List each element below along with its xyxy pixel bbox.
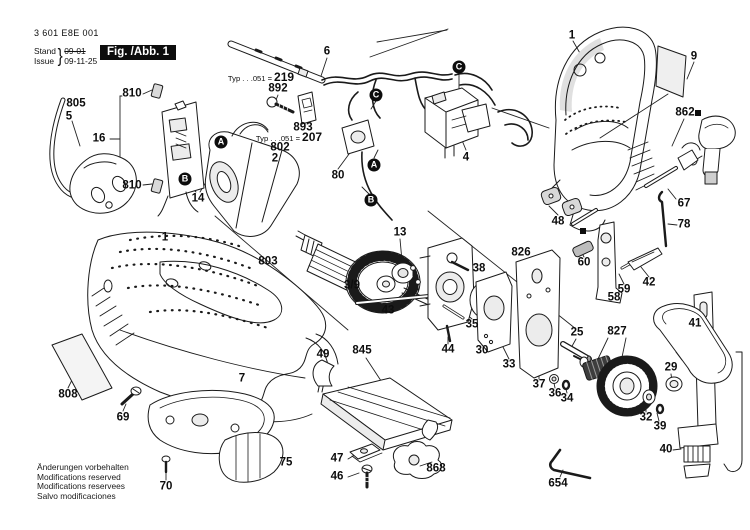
part-label-48: 48 [551,215,565,228]
assembly-marker-A: A [215,136,228,149]
part-label-4: 4 [462,151,470,164]
brace-glyph: } [57,45,63,67]
base-plate-845 [321,378,452,450]
rod-78 [659,192,666,246]
part-label-892: 892 [268,82,288,95]
part-label-32: 32 [639,411,653,424]
assembly-marker-A: A [368,159,381,172]
part-label-6: 6 [323,45,331,58]
part-label-37: 37 [532,378,546,391]
part-label-59: 59 [617,283,631,296]
part-label-654: 654 [548,477,568,490]
part-label-29: 29 [664,361,678,374]
part-label-868: 868 [426,462,446,475]
type-note: Typ . . .051 = 219 [227,70,295,84]
part-label-80: 80 [331,169,345,182]
marker-square [695,110,701,116]
part-label-14: 14 [191,192,205,205]
washer-plate-47 [350,444,382,462]
disclaimer-line: Änderungen vorbehalten [37,462,129,472]
issue-block [34,47,97,66]
issue-label: Issue [34,55,55,66]
part-number: 3 601 E8E 001 [34,28,99,38]
gear-set-827 [574,355,663,416]
clamp-49 [313,360,334,386]
figure-caption: Fig. /Abb. 1 [100,45,176,60]
bolt-67 [646,143,700,186]
screw-69 [122,387,141,404]
part-label-1: 1 [568,29,576,42]
part-label-41: 41 [688,317,702,330]
assembly-marker-B: B [179,173,192,186]
part-label-805: 805 [66,97,86,110]
assembly-marker-B: B [365,194,378,207]
part-label-60: 60 [577,256,591,269]
disclaimer-block [37,463,129,501]
part-label-826: 826 [511,246,531,259]
part-label-5: 5 [65,110,73,123]
disclaimer-line: Salvo modificaciones [37,490,116,501]
part-label-58: 58 [607,291,621,304]
old-issue-date: 09-01 [64,46,86,56]
screw-46 [362,465,372,487]
part-label-1: 1 [161,231,169,244]
part-label-827: 827 [607,325,627,338]
lever-42 [628,248,662,270]
type-note: Typ . . .051 = 207 [255,130,323,144]
housing-right-half [545,27,656,231]
disclaimer-line: Modifications reserved [37,471,121,482]
cover-75 [219,433,283,483]
part-label-810: 810 [122,179,142,192]
part-label-25: 25 [570,326,584,339]
assembly-marker-C: C [370,89,383,102]
part-label-34: 34 [560,392,574,405]
part-label-49: 49 [316,348,330,361]
part-label-70: 70 [159,480,173,493]
clip-893 [298,92,316,124]
part-label-16: 16 [92,132,106,145]
part-label-13: 13 [393,226,407,239]
part-label-810: 810 [122,87,142,100]
part-label-30: 30 [475,344,489,357]
part-label-36: 36 [548,387,562,400]
switch-assembly [425,88,490,158]
part-label-803: 803 [258,255,278,268]
part-label-46: 46 [330,470,344,483]
part-label-38: 38 [472,262,486,275]
part-label-47: 47 [330,452,344,465]
disclaimer-line: Modifications reservees [37,481,125,492]
adjust-knob-862 [689,116,735,184]
part-label-44: 44 [441,343,455,356]
part-label-78: 78 [677,218,691,231]
part-label-7: 7 [238,372,246,385]
plate-37 [516,250,560,378]
part-label-67: 67 [677,197,691,210]
part-label-9: 9 [690,50,698,63]
plate-33 [476,272,512,352]
stand-label: Stand [34,46,56,56]
part-label-862: 862 [675,106,695,119]
screw-70 [162,456,170,472]
part-label-845: 845 [352,344,372,357]
marker-square [580,228,586,234]
power-cord-plug [52,97,137,213]
part-label-69: 69 [116,411,130,424]
part-label-2: 2 [271,152,279,165]
new-issue-date: 09-11-25 [64,55,98,66]
hex-key-654 [550,450,590,478]
damper-feet-48 [540,186,596,224]
part-label-40: 40 [659,443,673,456]
part-label-893: 893 [293,121,313,134]
part-label-42: 42 [642,276,656,289]
assembly-marker-C: C [453,61,466,74]
sticker-plate-9 [656,46,686,97]
part-label-3-9: 3/9 [344,279,360,292]
part-label-33: 33 [502,358,516,371]
part-label-35: 35 [465,318,479,331]
bolt-892 [267,97,293,112]
part-label-808: 808 [58,388,78,401]
part-label-39: 39 [653,420,667,433]
part-label-75: 75 [279,456,293,469]
bearing-bracket-38 [420,238,474,330]
part-label-43: 43 [381,304,395,317]
part-label-802: 802 [270,141,290,154]
